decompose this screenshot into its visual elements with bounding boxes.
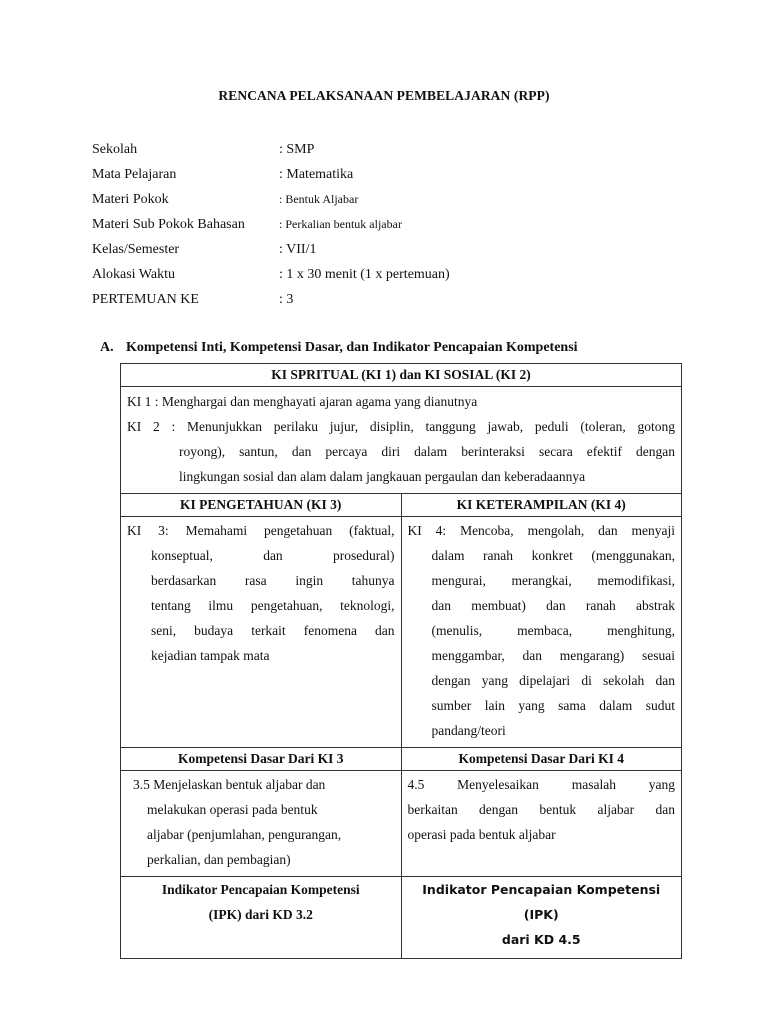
- ki2-line: lingkungan sosial dan alam dalam jangkauan pergaulan dan keberadaannya: [179, 469, 586, 484]
- kd3-cell: [121, 771, 402, 877]
- ipk4-line: dari KD 4.5: [501, 932, 581, 947]
- kd3-header: Kompetensi Dasar Dari KI 3: [121, 748, 402, 771]
- info-value: : Perkalian bentuk aljabar: [279, 217, 402, 231]
- info-row-mata-pelajaran: [92, 162, 450, 187]
- section-letter: A.: [100, 340, 114, 355]
- kd3-line: perkalian, dan pembagian): [147, 852, 291, 867]
- ki3-line: konseptual, dan prosedural): [151, 548, 395, 563]
- info-label: PERTEMUAN KE: [92, 291, 199, 307]
- info-label: Sekolah: [92, 141, 138, 157]
- competency-table: [120, 363, 682, 959]
- ki1-text: KI 1 : Menghargai dan menghayati ajaran agama yang dianutnya: [127, 394, 478, 409]
- ki2-text: [127, 414, 675, 489]
- info-label: Materi Sub Pokok Bahasan: [92, 216, 245, 232]
- ki4-line: KI 4: Mencoba, mengolah, dan menyaji: [407, 523, 675, 538]
- ipk4-line: Indikator Pencapaian Kompetensi (IPK): [422, 882, 661, 922]
- ki12-cell: [121, 387, 682, 494]
- document-title: RENCANA PELAKSANAAN PEMBELAJARAN (RPP): [218, 88, 550, 103]
- ki4-body: [408, 543, 676, 743]
- info-value: : Bentuk Aljabar: [279, 192, 359, 206]
- info-value: : VII/1: [279, 241, 317, 257]
- info-value: : Matematika: [279, 166, 354, 182]
- ki3-line: seni, budaya terkait fenomena dan: [151, 623, 395, 638]
- info-label: Materi Pokok: [92, 191, 169, 207]
- ipk-kd4-header: [401, 877, 682, 959]
- ki4-line: dengan yang dipelajari di sekolah dan: [431, 673, 675, 688]
- section-a-heading: [100, 340, 578, 356]
- ki4-line: sumber lain yang sama dalam sudut: [431, 698, 675, 713]
- ki3-line: berdasarkan rasa ingin tahunya: [151, 573, 395, 588]
- kd3-body: [127, 797, 395, 872]
- ki4-line: dan membuat) dan ranah abstrak: [431, 598, 675, 613]
- ki3-header: KI PENGETAHUAN (KI 3): [121, 494, 402, 517]
- info-label: Kelas/Semester: [92, 241, 180, 257]
- info-label: Mata Pelajaran: [92, 166, 177, 182]
- kd4-line: berkaitan dengan bentuk aljabar dan: [407, 802, 675, 817]
- ki3-line: tentang ilmu pengetahuan, teknologi,: [151, 598, 395, 613]
- info-label: Alokasi Waktu: [92, 266, 175, 282]
- info-row-pertemuan: [92, 287, 450, 312]
- ki4-line: mengurai, merangkai, memodifikasi,: [431, 573, 675, 588]
- kd4-line: operasi pada bentuk aljabar: [407, 827, 556, 842]
- ki4-cell: [401, 517, 682, 748]
- info-value: : 1 x 30 menit (1 x pertemuan): [279, 266, 450, 282]
- ki4-line: dalam ranah konkret (menggunakan,: [431, 548, 675, 563]
- ki3-line: KI 3: Memahami pengetahuan (faktual,: [127, 523, 395, 538]
- kd3-line: 3.5 Menjelaskan bentuk aljabar dan: [133, 777, 326, 792]
- info-row-alokasi-waktu: [92, 262, 450, 287]
- kd4-line: 4.5 Menyelesaikan masalah yang: [407, 777, 675, 792]
- section-heading-text: Kompetensi Inti, Kompetensi Dasar, dan Indikator Pencapaian Kompetensi: [126, 340, 578, 355]
- kd3-line: aljabar (penjumlahan, pengurangan,: [147, 827, 342, 842]
- ki3-line: kejadian tampak mata: [151, 648, 270, 663]
- ki3-body: [121, 543, 395, 668]
- info-value: : 3: [279, 291, 294, 307]
- info-row-materi-sub-pokok: [92, 212, 450, 237]
- info-row-kelas-semester: [92, 237, 450, 262]
- info-row-sekolah: [92, 137, 450, 162]
- ipk-kd3-header: [121, 877, 402, 959]
- ki12-header: KI SPRITUAL (KI 1) dan KI SOSIAL (KI 2): [121, 364, 682, 387]
- ki3-cell: [121, 517, 402, 748]
- info-row-materi-pokok: [92, 187, 450, 212]
- info-block: [92, 137, 450, 312]
- ki4-line: pandang/teori: [431, 723, 506, 738]
- ki4-header: KI KETERAMPILAN (KI 4): [401, 494, 682, 517]
- kd3-line: melakukan operasi pada bentuk: [147, 802, 318, 817]
- ki2-line: KI 2 : Menunjukkan perilaku jujur, disiplin, tanggung jawab, peduli (toleran, gotong: [127, 419, 675, 434]
- ki4-line: (menulis, membaca, menghitung,: [431, 623, 675, 638]
- ki4-line: menggambar, dan mengarang) sesuai: [431, 648, 675, 663]
- kd4-cell: [401, 771, 682, 877]
- info-value: : SMP: [279, 141, 315, 157]
- ipk3-line: (IPK) dari KD 3.2: [208, 907, 313, 922]
- ipk3-line: Indikator Pencapaian Kompetensi: [161, 882, 360, 897]
- kd4-header: Kompetensi Dasar Dari KI 4: [401, 748, 682, 771]
- ki2-line: royong), santun, dan percaya diri dalam berinteraksi secara efektif dengan: [179, 444, 675, 459]
